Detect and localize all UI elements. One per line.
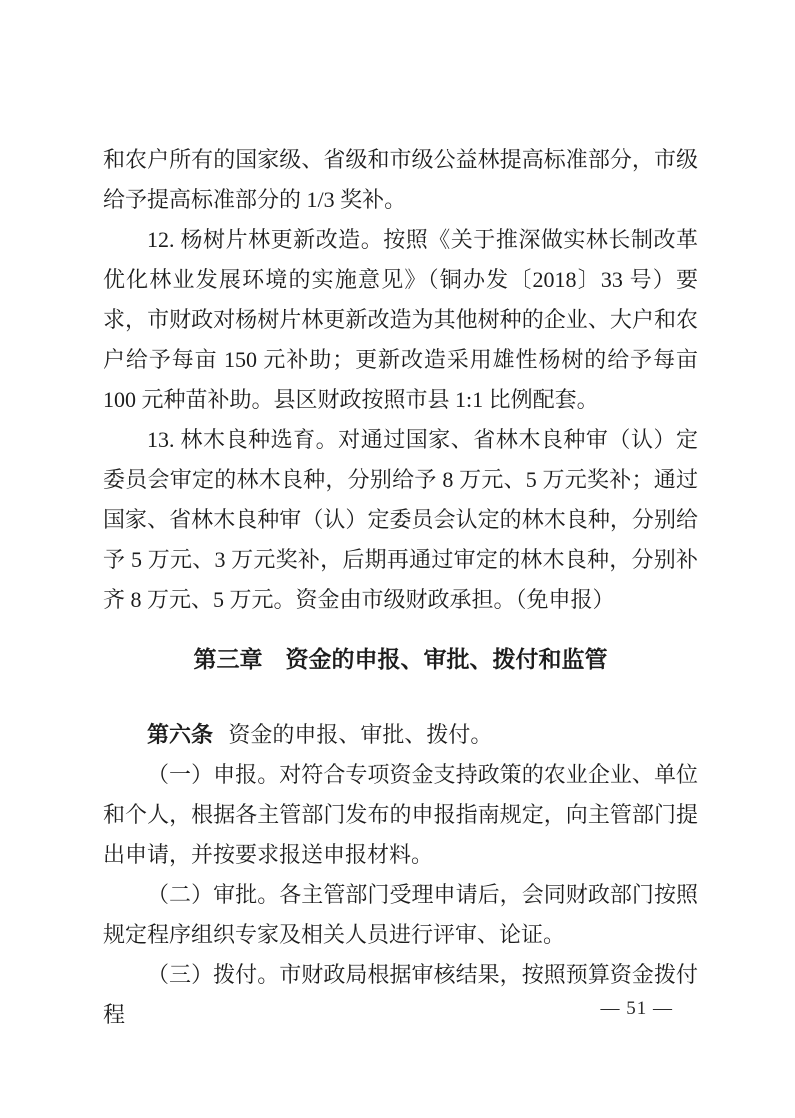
paragraph-sub-3: （三）拨付。市财政局根据审核结果，按照预算资金拨付程 bbox=[103, 962, 698, 1027]
chapter-heading: 第三章 资金的申报、审批、拨付和监管 bbox=[193, 647, 608, 672]
paragraph-continuation: 和农户所有的国家级、省级和市级公益林提高标准部分，市级给予提高标准部分的 1/3 奖补。 bbox=[103, 147, 698, 212]
document-body bbox=[103, 140, 698, 1035]
article-clause bbox=[103, 715, 698, 755]
article-text: 资金的申报、审批、拨付。 bbox=[228, 722, 493, 747]
page-number: — 51 — bbox=[600, 998, 673, 1019]
paragraph-sub-1: （一）申报。对符合专项资金支持政策的农业企业、单位和个人，根据各主管部门发布的申报指南规定，向主管部门提出申请，并按要求报送申报材料。 bbox=[103, 762, 698, 867]
paragraph-sub-2: （二）审批。各主管部门受理申请后，会同财政部门按照规定程序组织专家及相关人员进行评审、论证。 bbox=[103, 882, 698, 947]
paragraph-item-12: 12. 杨树片林更新改造。按照《关于推深做实林长制改革优化林业发展环境的实施意见》（铜办发〔2018〕33 号）要求，市财政对杨树片林更新改造为其他树种的企业、大户和农户给予每亩 150 元补助；更新改造采用雄性杨树的给予每亩 100 元种苗补助。县区财政按照市县 1:1 比例配套。 bbox=[103, 227, 698, 412]
paragraph-item-13: 13. 林木良种选育。对通过国家、省林木良种审（认）定委员会审定的林木良种，分别给予 8 万元、5 万元奖补；通过国家、省林木良种审（认）定委员会认定的林木良种，分别给予 5 万元、3 万元奖补，后期再通过审定的林木良种，分别补齐 8 万元、5 万元。资金由市级财政承担。（免申报） bbox=[103, 427, 698, 612]
article-label: 第六条 bbox=[147, 722, 214, 747]
